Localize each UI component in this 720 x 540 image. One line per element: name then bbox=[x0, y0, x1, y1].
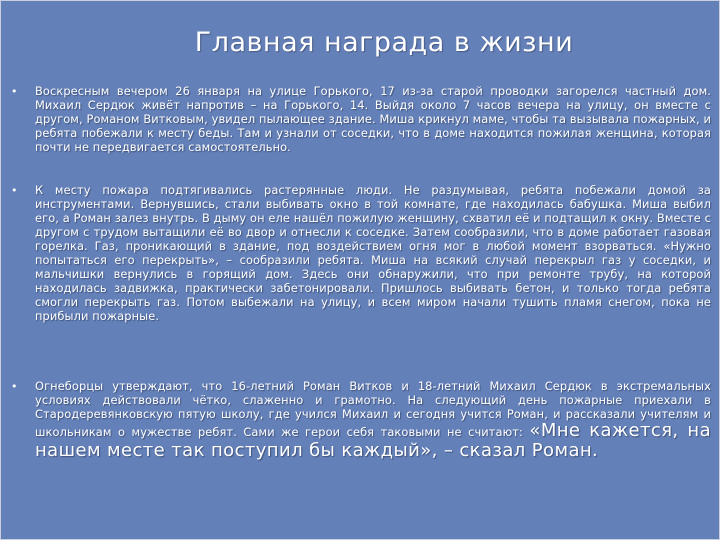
quote-text: «Мне кажется, на нашем месте так поступил бы каждый», – сказал Роман. bbox=[35, 420, 711, 461]
slide-title: Главная награда в жизни bbox=[194, 27, 574, 58]
bullet-marker: • bbox=[11, 380, 18, 393]
bullet-marker: • bbox=[11, 85, 18, 98]
bullet-marker: • bbox=[11, 184, 18, 197]
paragraph-3-text: Огнеборцы утверждают, что 16-летний Роман Витков и 18-летний Михаил Сердюк в экстремальных условиях действовали чётко, слаженно и грамотно. На следующий день пожарные приехали в Стародеревянковскую пятую школу, где учился Михаил и сегодня учится Роман, и рассказали учителям и школьникам о мужестве ребят. Сами же герои себя таковыми не считают: bbox=[35, 379, 711, 439]
paragraph-2: К месту пожара подтягивались растерянные люди. Не раздумывая, ребята побежали домой за инструментами. Вернувшись, стали выбивать окно в той комнате, где находилась бабушка. Миша выбил его, а Роман залез внутрь. В дыму он еле нашёл пожилую женщину, схватил её и подтащил к окну. Вместе с другом с трудом вытащили её во двор и отнесли к соседке. Затем сообразили, что в доме работает газовая горелка. Газ, проникающий в здание, под воздействием огня мог в любой момент взорваться. «Нужно попытаться его перекрыть», – сообразили ребята. Миша на всякий случай перекрыл газ у соседки, и мальчишки вернулись в горящий дом. Здесь они обнаружили, что при ремонте трубу, на которой находилась задвижка, практически забетонировали. Пришлось выбивать бетон, и только тогда ребята смогли перекрыть газ. Потом выбежали на улицу, и всем миром начали тушить пламя снегом, пока не прибыли пожарные. bbox=[35, 183, 711, 323]
paragraph-3 bbox=[35, 379, 711, 461]
paragraph-1: Воскресным вечером 26 января на улице Горького, 17 из-за старой проводки загорелся частный дом. Михаил Сердюк живёт напротив – на Горького, 14. Выйдя около 7 часов вечера на улицу, он вместе с другом, Романом Витковым, увидел пылающее здание. Миша крикнул маме, чтобы та вызывала пожарных, и ребята побежали к месту беды. Там и узнали от соседки, что в доме находится пожилая женщина, которая почти не передвигается самостоятельно. bbox=[35, 84, 711, 154]
